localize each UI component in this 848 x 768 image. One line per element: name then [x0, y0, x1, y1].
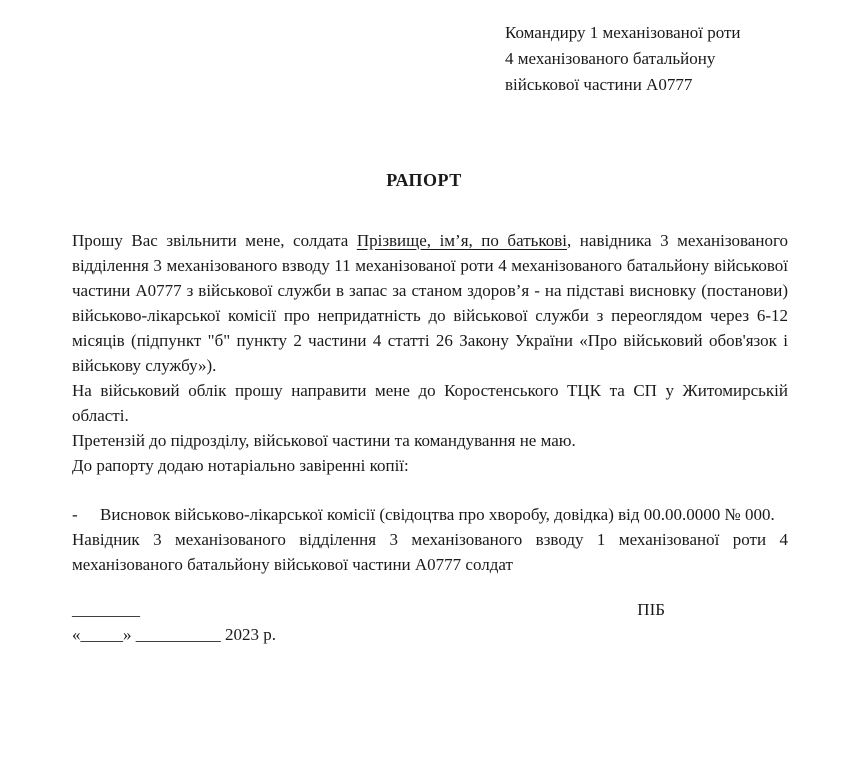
paragraph-signer-position: Навідник 3 механізованого відділення 3 механізованого взводу 1 механізованої роти 4 механізованого батальйону військової частини А0777 солдат	[72, 530, 788, 574]
signature-name-label: ПІБ	[637, 600, 665, 619]
addressee-line-1: Командиру 1 механізованої роти	[505, 23, 741, 42]
paragraph-discharge-request	[72, 228, 788, 378]
signature-blank-line: ________	[72, 600, 140, 619]
paragraph-military-registration: На військовий облік прошу направити мене до Коростенського ТЦК та СП у Житомирській області.	[72, 381, 788, 425]
list-item-marker: -	[72, 505, 78, 524]
addressee-block	[505, 20, 741, 98]
list-item-text: Висновок військово-лікарської комісії (свідоцтва про хворобу, довідка) від 00.00.0000 № 000.	[100, 505, 775, 524]
request-text-after: , навідника 3 механізованого відділення 3 механізованого взводу 11 механізованої роти 4 механізованого батальйону військової частини А0777 з військової служби в запас за станом здоров’я - на підставі висновку (постанови) військово-лікарської комісії про непридатність до військової служби з переоглядом через 6-12 місяців (підпункт "б" пункту 2 частини 4 статті 26 Закону України «Про військовий обов'язок і військову службу»).	[72, 231, 788, 375]
attachment-list-item	[72, 502, 788, 527]
paragraph-attachments-intro: До рапорту додаю нотаріально завіренні копії:	[72, 456, 409, 475]
addressee-line-2: 4 механізованого батальйону	[505, 49, 716, 68]
paragraph-no-claims: Претензій до підрозділу, військової частини та командування не маю.	[72, 431, 576, 450]
request-text-before: Прошу Вас звільнити мене, солдата	[72, 231, 357, 250]
signature-row	[72, 597, 788, 622]
addressee-line-3: військової частини А0777	[505, 75, 693, 94]
document-body	[72, 228, 788, 647]
document-title: РАПОРТ	[386, 170, 462, 190]
date-line: «_____» __________ 2023 р.	[72, 625, 276, 644]
name-placeholder-underlined: Прізвище, ім’я, по батькові	[356, 231, 568, 250]
